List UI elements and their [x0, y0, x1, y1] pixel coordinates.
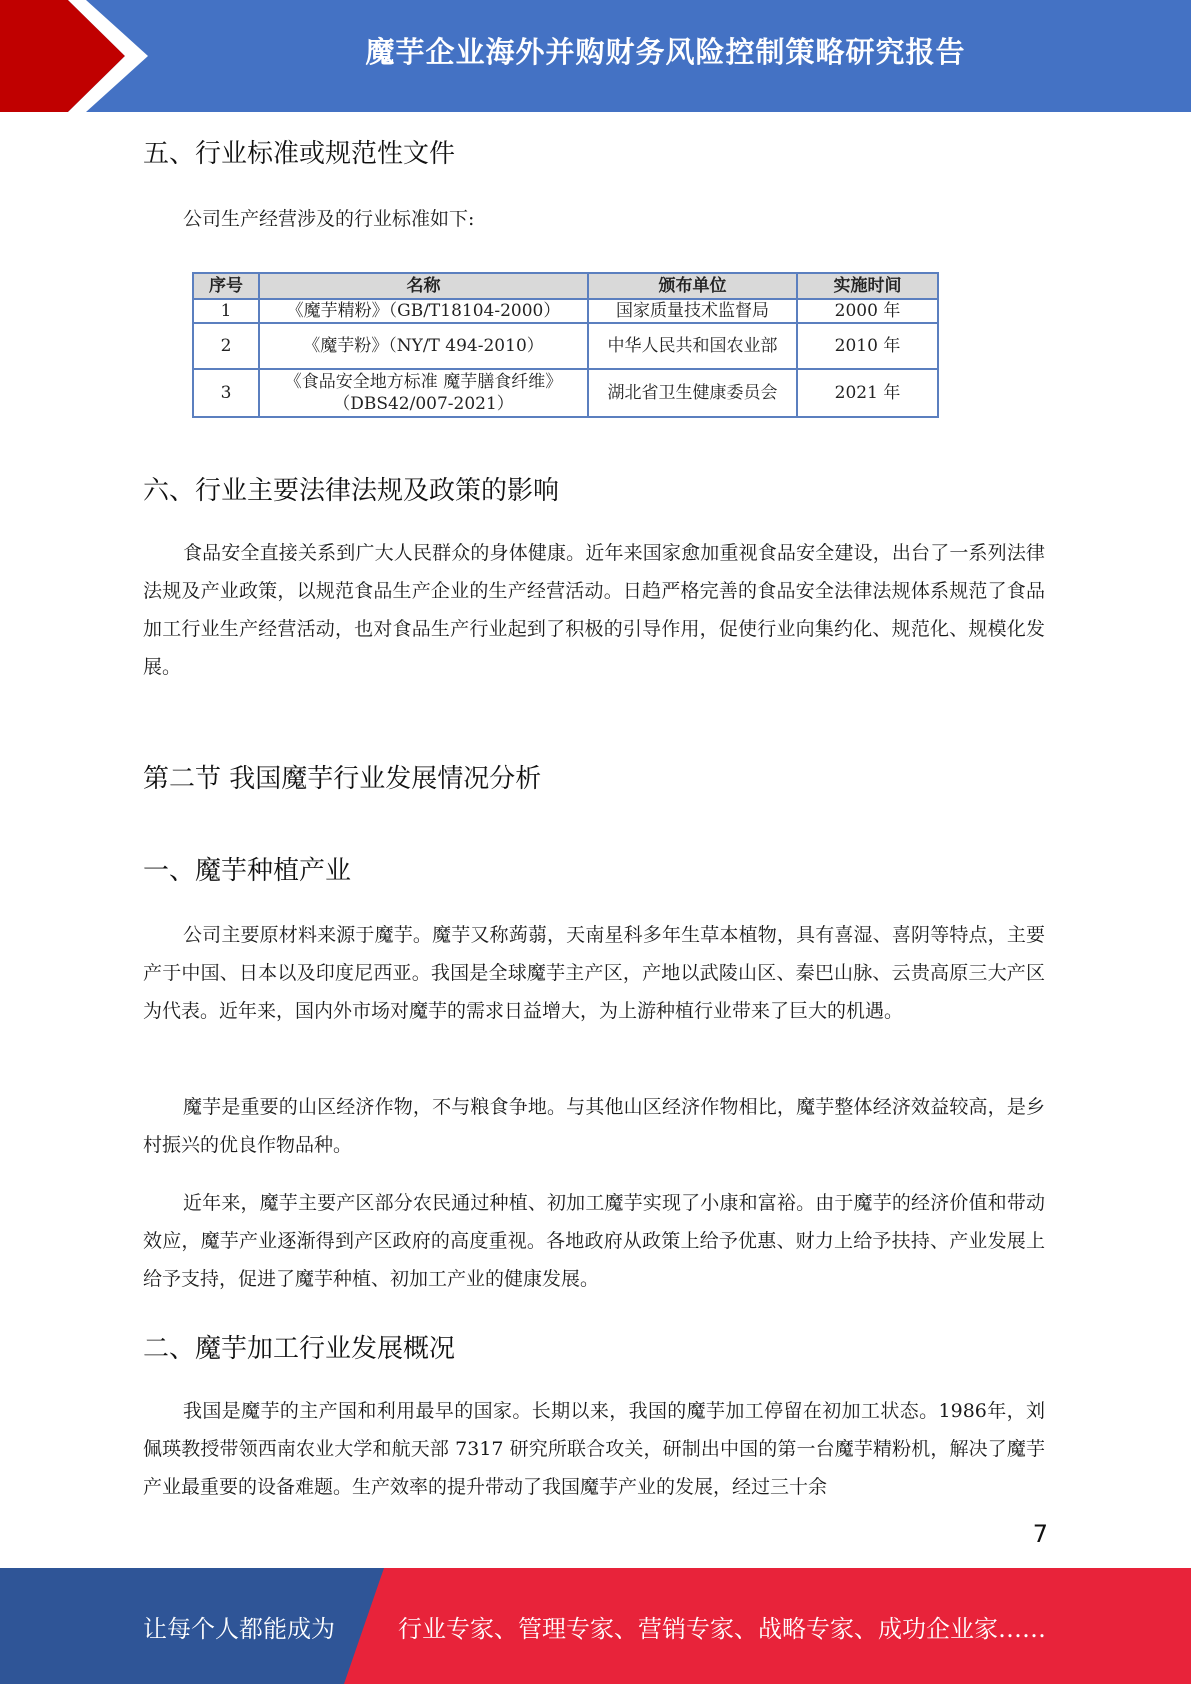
- header-banner: [0, 0, 1191, 112]
- cell-issuer: 湖北省卫生健康委员会: [588, 369, 797, 417]
- cell-issuer: 中华人民共和国农业部: [588, 323, 797, 369]
- report-title: 魔芋企业海外并购财务风险控制策略研究报告: [365, 34, 966, 69]
- part1-paragraph-1: 公司主要原材料来源于魔芋。魔芋又称蒟蒻，天南星科多年生草本植物，具有喜湿、喜阴等特点，主要产于中国、日本以及印度尼西亚。我国是全球魔芋主产区，产地以武陵山区、秦巴山脉、云贵高原三大产区为代表。近年来，国内外市场对魔芋的需求日益增大，为上游种植行业带来了巨大的机遇。: [143, 924, 1045, 1022]
- part1-paragraph-3: 近年来，魔芋主要产区部分农民通过种植、初加工魔芋实现了小康和富裕。由于魔芋的经济价值和带动效应，魔芋产业逐渐得到产区政府的高度重视。各地政府从政策上给予优惠、财力上给予扶持、产业发展上给予支持，促进了魔芋种植、初加工产业的健康发展。: [143, 1192, 1045, 1290]
- table-row: [193, 323, 938, 369]
- footer-slogan-right: 行业专家、管理专家、营销专家、战略专家、成功企业家……: [398, 1614, 1046, 1643]
- section5-heading: 五、行业标准或规范性文件: [143, 139, 456, 169]
- page-number: 7: [1032, 1520, 1048, 1548]
- table-row: [193, 369, 938, 417]
- col-header-issuer: 颁布单位: [588, 273, 797, 299]
- standards-table: [192, 272, 939, 418]
- cell-no: 2: [193, 323, 259, 369]
- cell-date: 2021 年: [797, 369, 938, 417]
- footer-banner: [0, 1568, 1191, 1684]
- table-row: [193, 299, 938, 323]
- cell-issuer: 国家质量技术监督局: [588, 299, 797, 323]
- section6-heading: 六、行业主要法律法规及政策的影响: [143, 476, 560, 506]
- table-header-row: [193, 273, 938, 299]
- col-header-date: 实施时间: [797, 273, 938, 299]
- cell-name: 《魔芋粉》（NY/T 494-2010）: [259, 323, 588, 369]
- cell-no: 1: [193, 299, 259, 323]
- part2-heading: 二、魔芋加工行业发展概况: [143, 1334, 456, 1364]
- cell-name: 《食品安全地方标准 魔芋膳食纤维》（DBS42/007-2021）: [259, 369, 588, 417]
- part1-paragraph-2: 魔芋是重要的山区经济作物，不与粮食争地。与其他山区经济作物相比，魔芋整体经济效益较高，是乡村振兴的优良作物品种。: [143, 1096, 1045, 1156]
- cell-date: 2010 年: [797, 323, 938, 369]
- col-header-name: 名称: [259, 273, 588, 299]
- part2-paragraph: 我国是魔芋的主产国和利用最早的国家。长期以来，我国的魔芋加工停留在初加工状态。1986年，刘佩瑛教授带领西南农业大学和航天部 7317 研究所联合攻关，研制出中国的第一台魔芋精粉机，解决了魔芋产业最重要的设备难题。生产效率的提升带动了我国魔芋产业的发展，经过三十余: [143, 1400, 1045, 1498]
- chapter-heading: 第二节 我国魔芋行业发展情况分析: [143, 764, 542, 794]
- part1-heading: 一、魔芋种植产业: [143, 856, 352, 886]
- cell-date: 2000 年: [797, 299, 938, 323]
- section5-intro: 公司生产经营涉及的行业标准如下:: [183, 208, 475, 230]
- footer-slogan-left: 让每个人都能成为: [143, 1614, 335, 1643]
- cell-no: 3: [193, 369, 259, 417]
- col-header-no: 序号: [193, 273, 259, 299]
- cell-name: 《魔芋精粉》（GB/T18104-2000）: [259, 299, 588, 323]
- section6-paragraph: 食品安全直接关系到广大人民群众的身体健康。近年来国家愈加重视食品安全建设，出台了一系列法律法规及产业政策，以规范食品生产企业的生产经营活动。日趋严格完善的食品安全法律法规体系规范了食品加工行业生产经营活动，也对食品生产行业起到了积极的引导作用，促使行业向集约化、规范化、规模化发展。: [143, 542, 1045, 678]
